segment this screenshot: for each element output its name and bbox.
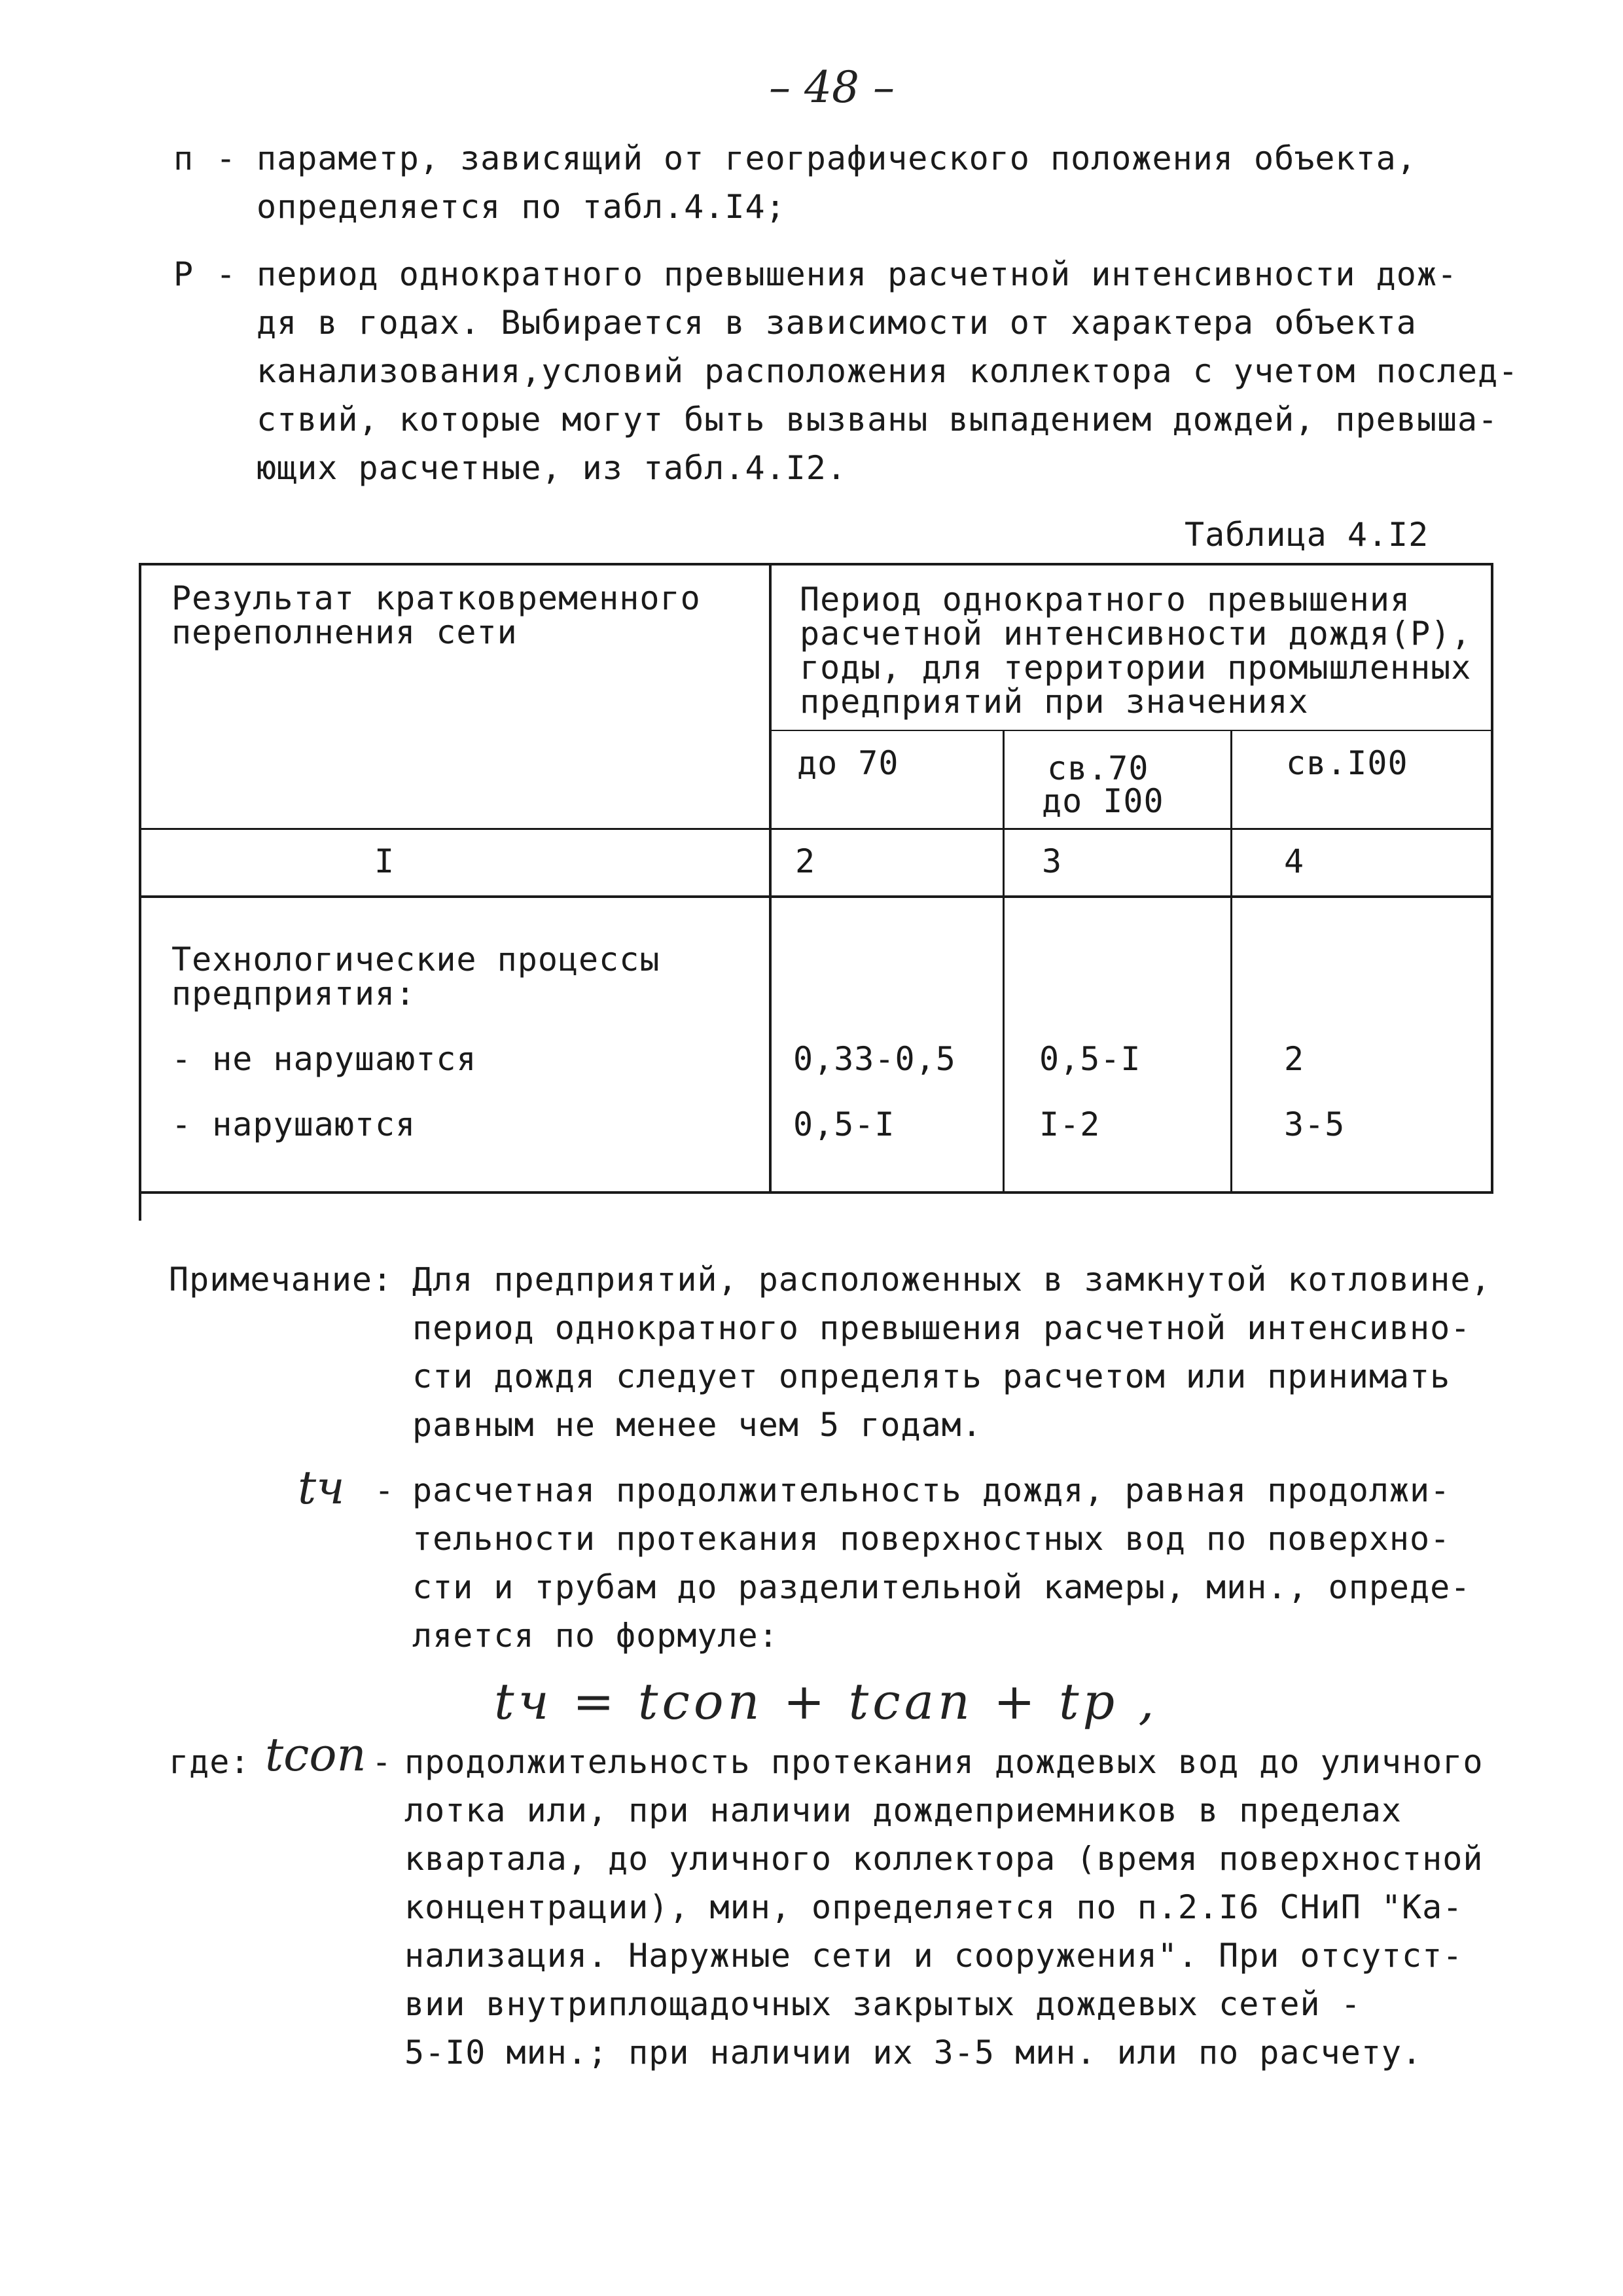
- column-number: 3: [1042, 842, 1063, 880]
- definition-dash: -: [372, 1743, 393, 1781]
- text-line: Для предприятий, расположенных в замкнутой котловине,: [412, 1261, 1491, 1299]
- definition-prefix: где:: [169, 1743, 251, 1781]
- column-number: I: [374, 842, 395, 880]
- subheader-70-100-line: св.70: [1047, 749, 1149, 787]
- header-col1-line: переполнения сети: [171, 613, 518, 651]
- column-number: 4: [1284, 842, 1305, 880]
- row-value: I-2: [1039, 1105, 1101, 1143]
- subheader-over-100: св.I00: [1286, 744, 1408, 782]
- group-label-line: предприятия:: [171, 975, 416, 1013]
- definition-dash: -: [216, 139, 237, 177]
- text-line: период однократного превышения расчетной интенсивно-: [412, 1309, 1471, 1347]
- text-line: дя в годах. Выбирается в зависимости от характера объекта: [257, 304, 1417, 342]
- text-line: ствий, которые могут быть вызваны выпадением дождей, превыша-: [257, 401, 1499, 439]
- text-line: тельности протекания поверхностных вод по поверхно-: [412, 1520, 1451, 1558]
- text-line: квартала, до уличного коллектора (время поверхностной: [404, 1840, 1484, 1878]
- page-number: – 48 –: [769, 62, 895, 113]
- table-caption: Таблица 4.I2: [1185, 516, 1429, 554]
- row-value: 2: [1284, 1040, 1305, 1078]
- table-rule: [769, 730, 1492, 731]
- table-border-right: [1491, 563, 1493, 1193]
- text-line: вии внутриплощадочных закрытых дождевых сетей -: [404, 1985, 1361, 2023]
- header-group-line: Период однократного превышения: [800, 581, 1411, 619]
- text-line: период однократного превышения расчетной интенсивности дож-: [257, 255, 1458, 293]
- definition-symbol: tcon: [265, 1728, 366, 1782]
- table-border-top: [139, 563, 1493, 565]
- table-border-bottom: [139, 1191, 1493, 1194]
- definition-dash: -: [216, 255, 237, 293]
- header-col1-line: Результат кратковременного: [171, 579, 701, 617]
- definition-symbol: Р: [173, 255, 194, 293]
- note-label: Примечание:: [169, 1261, 393, 1299]
- header-group-line: расчетной интенсивности дождя(Р),: [800, 615, 1472, 653]
- text-line: нализация. Наружные сети и сооружения". При отсутст-: [404, 1937, 1463, 1975]
- table-rule: [1003, 730, 1005, 1193]
- text-line: равным не менее чем 5 годам.: [412, 1406, 982, 1444]
- text-line: концентрации), мин, определяется по п.2.I6 СНиП "Ка-: [404, 1888, 1463, 1926]
- table-rule: [1230, 730, 1232, 1193]
- formula: tч = tcon + tcan + tp ,: [494, 1672, 1158, 1731]
- row-value: 0,33-0,5: [793, 1040, 956, 1078]
- text-line: сти дождя следует определять расчетом или принимать: [412, 1357, 1451, 1395]
- text-line: определяется по табл.4.I4;: [257, 188, 786, 226]
- text-line: ющих расчетные, из табл.4.I2.: [257, 449, 847, 487]
- table-border-left: [139, 563, 141, 1221]
- text-line: лотка или, при наличии дождеприемников в пределах: [404, 1791, 1402, 1829]
- table-rule: [769, 563, 772, 1193]
- row-value: 3-5: [1284, 1105, 1346, 1143]
- header-group-line: предприятий при значениях: [800, 683, 1309, 721]
- text-line: канализования,условий расположения коллектора с учетом послед-: [257, 352, 1519, 390]
- row-value: 0,5-I: [1039, 1040, 1141, 1078]
- text-line: продолжительность протекания дождевых вод до уличного: [404, 1743, 1484, 1781]
- row-value: 0,5-I: [793, 1105, 895, 1143]
- subheader-70-100-line: до I00: [1042, 782, 1164, 820]
- row-label: - не нарушаются: [171, 1040, 477, 1078]
- text-line: ляется по формуле:: [412, 1617, 779, 1655]
- table-rule: [139, 895, 1493, 898]
- text-line: параметр, зависящий от географического положения объекта,: [257, 139, 1417, 177]
- text-line: 5-I0 мин.; при наличии их 3-5 мин. или по расчету.: [404, 2034, 1423, 2072]
- group-label-line: Технологические процессы: [171, 941, 660, 978]
- row-label: - нарушаются: [171, 1105, 416, 1143]
- text-line: сти и трубам до разделительной камеры, мин., опреде-: [412, 1568, 1471, 1606]
- definition-symbol: tч: [298, 1461, 345, 1515]
- header-group-line: годы, для территории промышленных: [800, 649, 1472, 687]
- column-number: 2: [795, 842, 816, 880]
- table-rule: [139, 828, 1493, 830]
- definition-dash: -: [374, 1471, 395, 1509]
- definition-symbol: п: [173, 139, 194, 177]
- subheader-up-to-70: до 70: [797, 744, 899, 782]
- text-line: расчетная продолжительность дождя, равная продолжи-: [412, 1471, 1451, 1509]
